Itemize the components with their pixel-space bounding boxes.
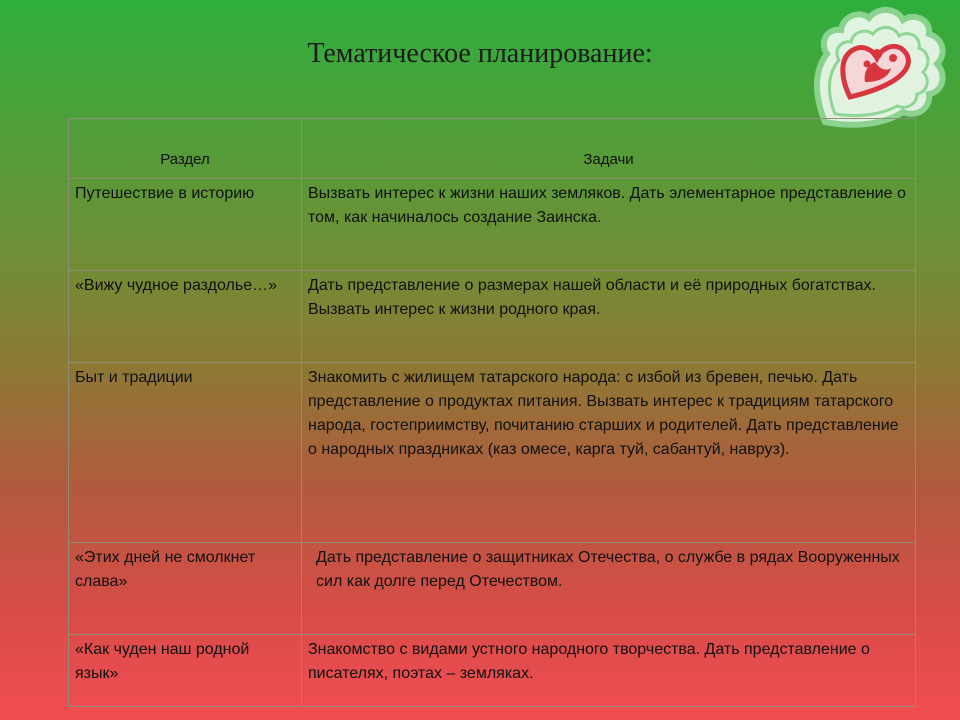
row-section: «Этих дней не смолкнет слава» — [69, 543, 302, 635]
table-header-row — [69, 119, 916, 179]
row-section: Быт и традиции — [69, 363, 302, 543]
row-tasks: Знакомство с видами устного народного творчества. Дать представление о писателях, поэтах – земляках. — [302, 635, 916, 707]
row-section: «Вижу чудное раздолье…» — [69, 271, 302, 363]
row-tasks: Дать представление о защитниках Отечества, о службе в рядах Вооруженных сил как долге перед Отечеством. — [302, 543, 916, 635]
row-tasks: Знакомить с жилищем татарского народа: с избой из бревен, печью. Дать представление о продуктах питания. Вызвать интерес к традициям татарского народа, гостеприимству, почитанию старших и родителей. Дать представление о народных праздниках (каз омесе, карга туй, сабантуй, навруз). — [302, 363, 916, 543]
row-section: «Как чуден наш родной язык» — [69, 635, 302, 707]
tatar-heart-ornament-icon — [805, 2, 955, 132]
row-section: Путешествие в историю — [69, 179, 302, 271]
table-row — [69, 179, 916, 271]
row-tasks: Дать представление о размерах нашей области и её природных богатствах. Вызвать интерес к жизни родного края. — [302, 271, 916, 363]
table-row — [69, 271, 916, 363]
header-tasks: Задачи — [302, 119, 916, 179]
thematic-plan-table — [68, 118, 916, 707]
row-tasks: Вызвать интерес к жизни наших земляков. Дать элементарное представление о том, как начиналось создание Заинска. — [302, 179, 916, 271]
table-row — [69, 635, 916, 707]
header-section: Раздел — [69, 119, 302, 179]
table-row — [69, 543, 916, 635]
page-title-text: Тематическое планирование: — [307, 38, 653, 69]
table-row — [69, 363, 916, 543]
